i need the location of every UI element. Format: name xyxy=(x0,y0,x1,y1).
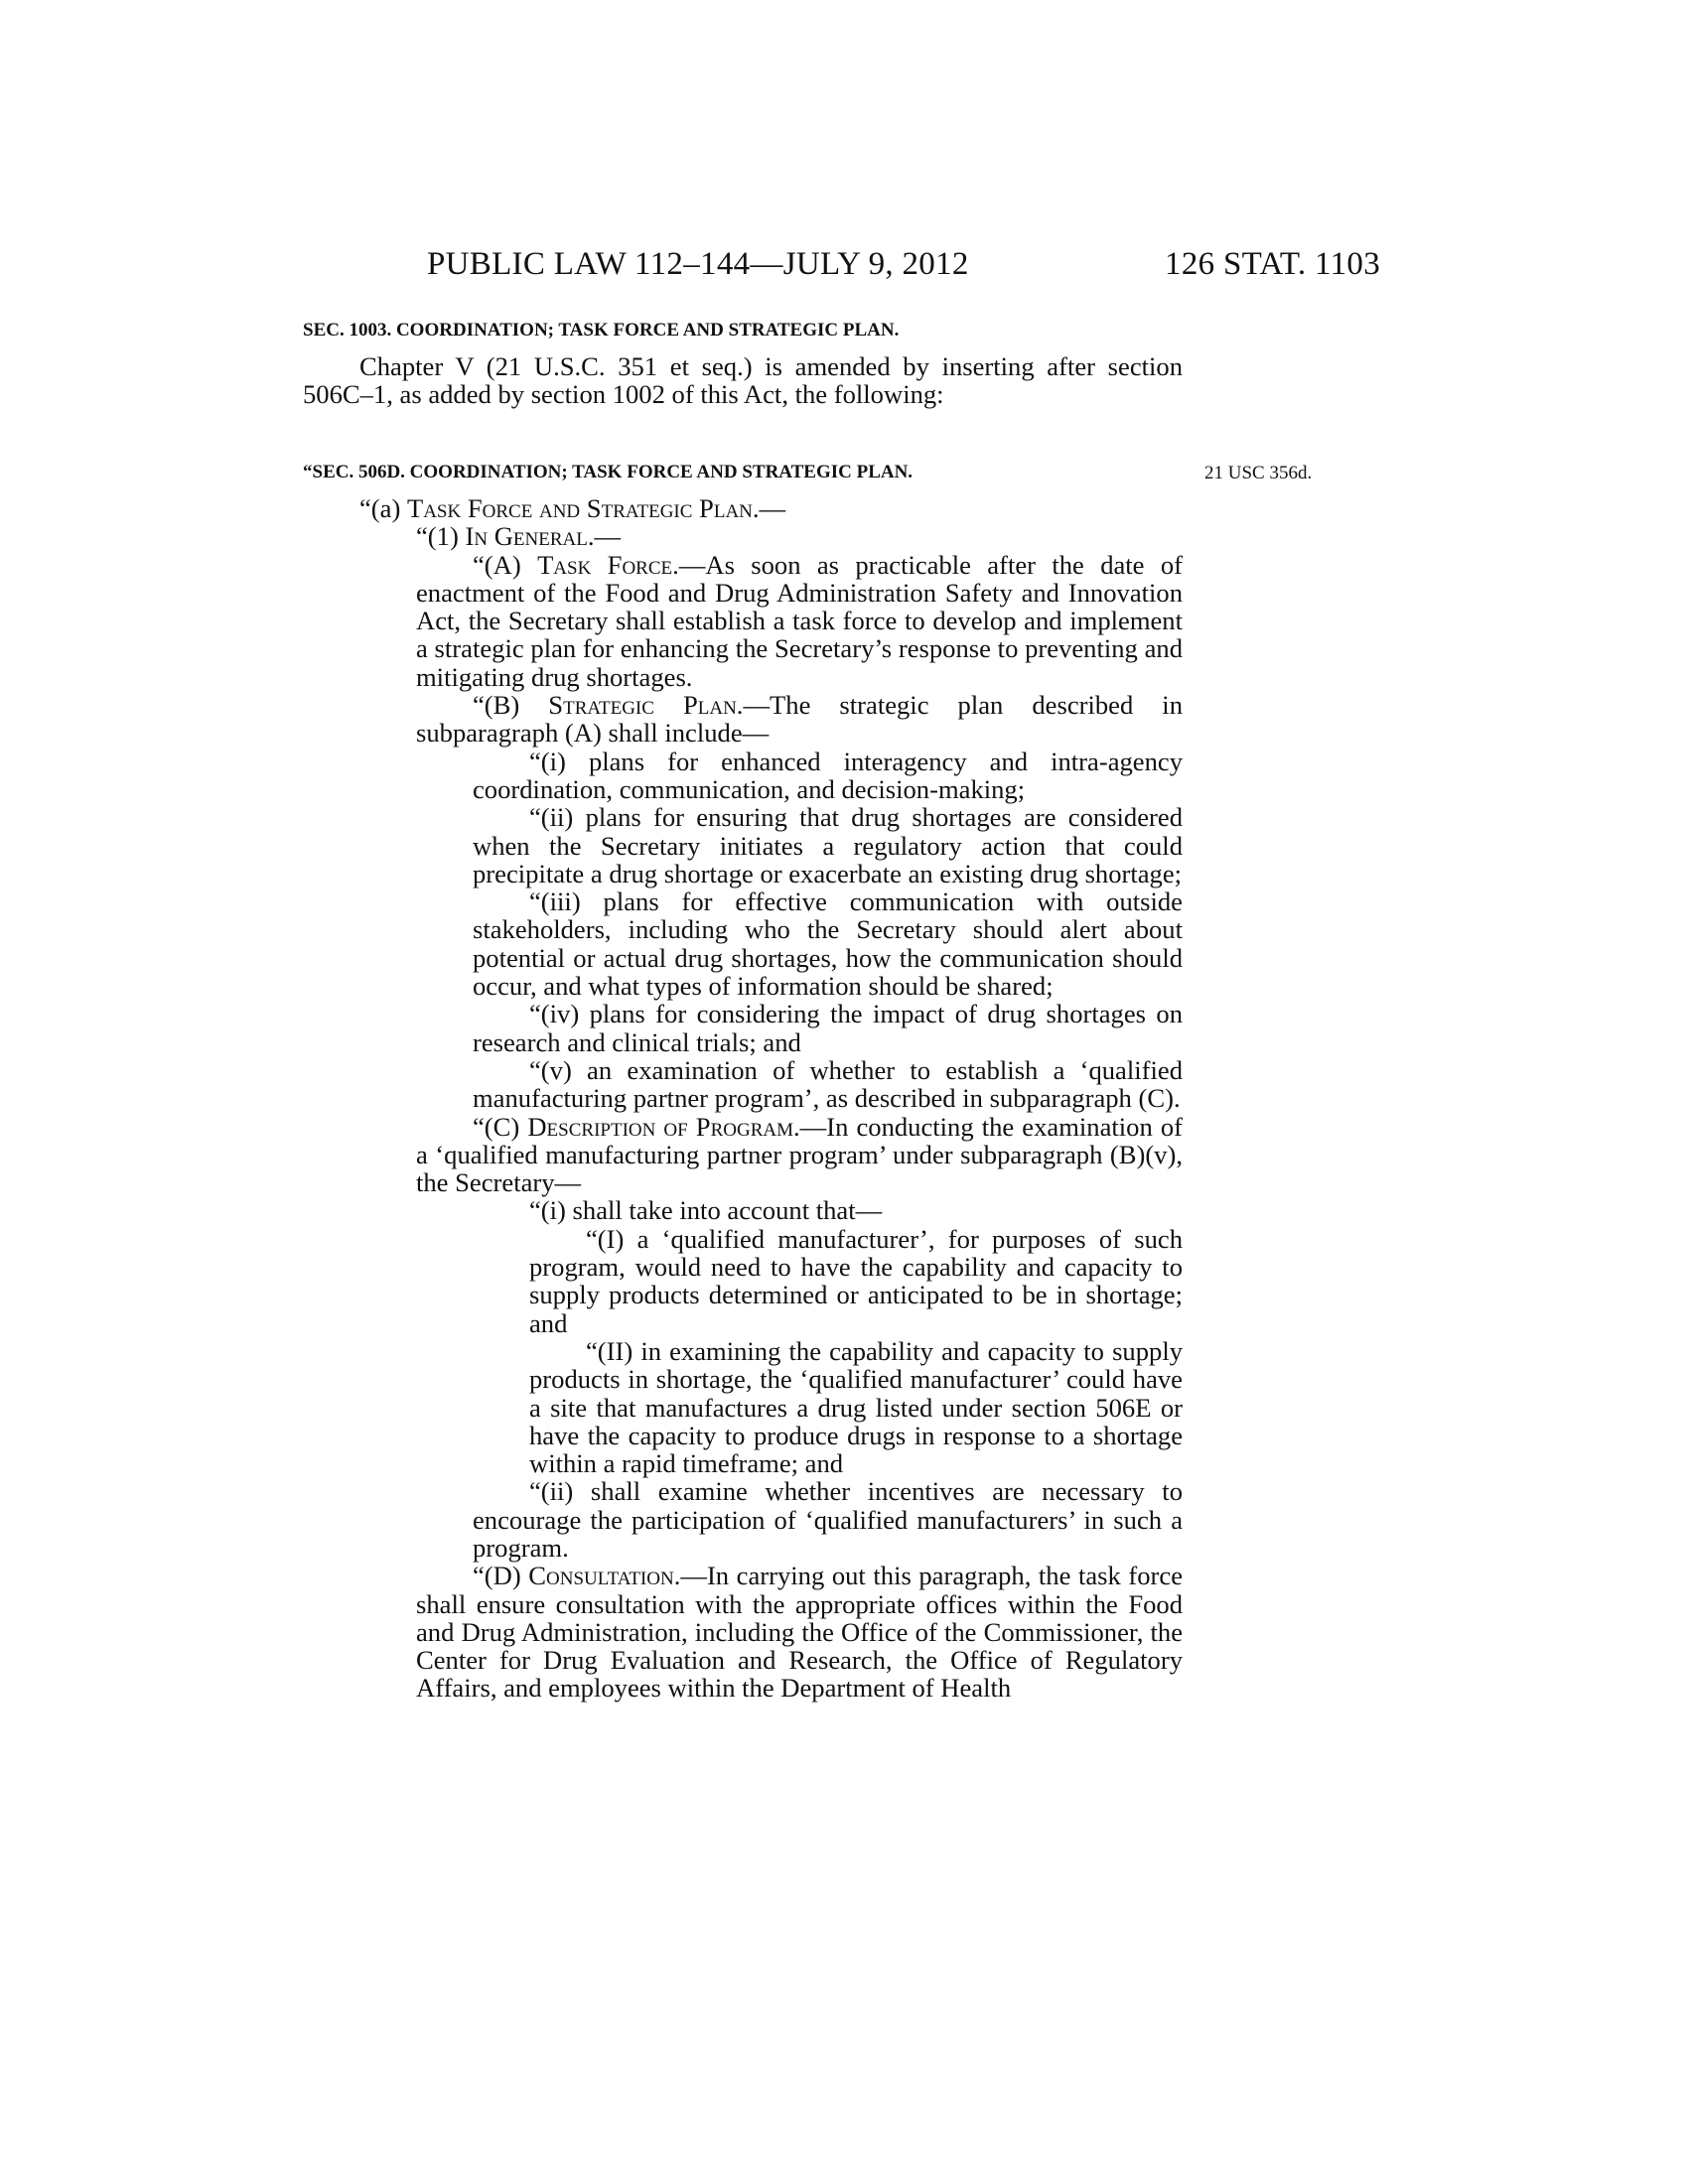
subparagraph-D-caption: Consultation xyxy=(528,1561,674,1591)
subparagraph-C-caption: Description of Program xyxy=(527,1111,793,1142)
subsection-a-prefix: “(a) xyxy=(359,493,407,523)
subclause-C-i-II: “(II) in examining the capability and capacity to supply products in shortage, the ‘qualified manufacturer’ could have a site that manufactures a drug listed under section 506E or have the capacity to produce drugs in response to a shortage within a rapid timeframe; and xyxy=(529,1335,1183,1479)
subparagraph-D xyxy=(303,1562,1183,1702)
subsection-a-suffix: .— xyxy=(752,493,786,523)
subparagraph-C-text: .—In conducting the examination of a ‘qualified manufacturing partner program’ under subparagraph (B)(v), the Secretary— xyxy=(416,1111,1183,1198)
public-law-title: PUBLIC LAW 112–144—JULY 9, 2012 xyxy=(427,246,969,282)
paragraph-1 xyxy=(303,522,1183,550)
paragraph-1-prefix: “(1) xyxy=(416,521,466,552)
clause-B-iii: “(iii) plans for effective communication with outside stakeholders, including who the Secretary should alert about potential or actual drug shortages, how the communication should occur, and what types of information should be shared; xyxy=(473,887,1183,1002)
subparagraph-D-text: .—In carrying out this paragraph, the task force shall ensure consultation with the appropriate offices within the Food and Drug Administration, including the Office of the Commissioner, the Center for Drug Evaluation and Research, the Office of Regulatory Affairs, and employees within the Department of Health xyxy=(416,1561,1183,1704)
section-506d-body xyxy=(303,494,1183,1703)
subparagraph-D-prefix: “(D) xyxy=(473,1561,529,1591)
paragraph-1-caption: In General xyxy=(465,521,588,552)
subparagraph-A-caption: Task Force xyxy=(537,549,673,580)
subparagraph-B-prefix: “(B) xyxy=(473,690,549,721)
subparagraph-A-text: .—As soon as practicable after the date of enactment of the Food and Drug Administration Safety and Innovation Act, the Secretary shall establish a task force to develop and implement a strategic plan for enhancing the Secretary’s response to preventing and mitigating drug shortages. xyxy=(416,549,1183,692)
subparagraph-C-prefix: “(C) xyxy=(473,1111,528,1142)
section-1003-intro xyxy=(303,352,1183,409)
subsection-a-caption: Task Force and Strategic Plan xyxy=(406,493,753,523)
subparagraph-A xyxy=(303,551,1183,691)
usc-margin-note: 21 USC 356d. xyxy=(1204,463,1313,483)
section-1003-heading: SEC. 1003. COORDINATION; TASK FORCE AND STRATEGIC PLAN. xyxy=(303,320,900,341)
clause-B-v: “(v) an examination of whether to establish a ‘qualified manufacturing partner program’, as described in subparagraph (C). xyxy=(473,1054,1183,1114)
section-506d-heading: “SEC. 506D. COORDINATION; TASK FORCE AND STRATEGIC PLAN. xyxy=(303,462,914,482)
subparagraph-A-prefix: “(A) xyxy=(473,549,538,580)
statute-page-number: 126 STAT. 1103 xyxy=(1165,246,1380,282)
intro-paragraph: Chapter V (21 U.S.C. 351 et seq.) is amended by inserting after section 506C–1, as added by section 1002 of this Act, the following: xyxy=(303,351,1183,410)
paragraph-1-suffix: .— xyxy=(587,521,622,552)
subclause-C-i-I: “(I) a ‘qualified manufacturer’, for purposes of such program, would need to have the capability and capacity to supply products determined or anticipated to be in shortage; and xyxy=(529,1223,1183,1338)
page-header xyxy=(427,246,1380,286)
clause-C-i: “(i) shall take into account that— xyxy=(529,1195,883,1226)
clause-B-ii: “(ii) plans for ensuring that drug shortages are considered when the Secretary initiates a regulatory action that could precipitate a drug shortage or exacerbate an existing drug shortage; xyxy=(473,802,1183,888)
subsection-a xyxy=(303,494,1183,522)
subparagraph-C xyxy=(303,1113,1183,1197)
subparagraph-B-text: .—The strategic plan described in subparagraph (A) shall include— xyxy=(416,690,1183,749)
clause-B-i: “(i) plans for enhanced interagency and intra-agency coordination, communication, and decision-making; xyxy=(473,746,1183,804)
subparagraph-B-caption: Strategic Plan xyxy=(548,690,737,721)
subparagraph-B xyxy=(303,691,1183,748)
clause-C-ii: “(ii) shall examine whether incentives are necessary to encourage the participation of ‘qualified manufacturers’ in such a program. xyxy=(473,1476,1183,1563)
clause-B-iv: “(iv) plans for considering the impact of drug shortages on research and clinical trials; and xyxy=(473,999,1183,1057)
